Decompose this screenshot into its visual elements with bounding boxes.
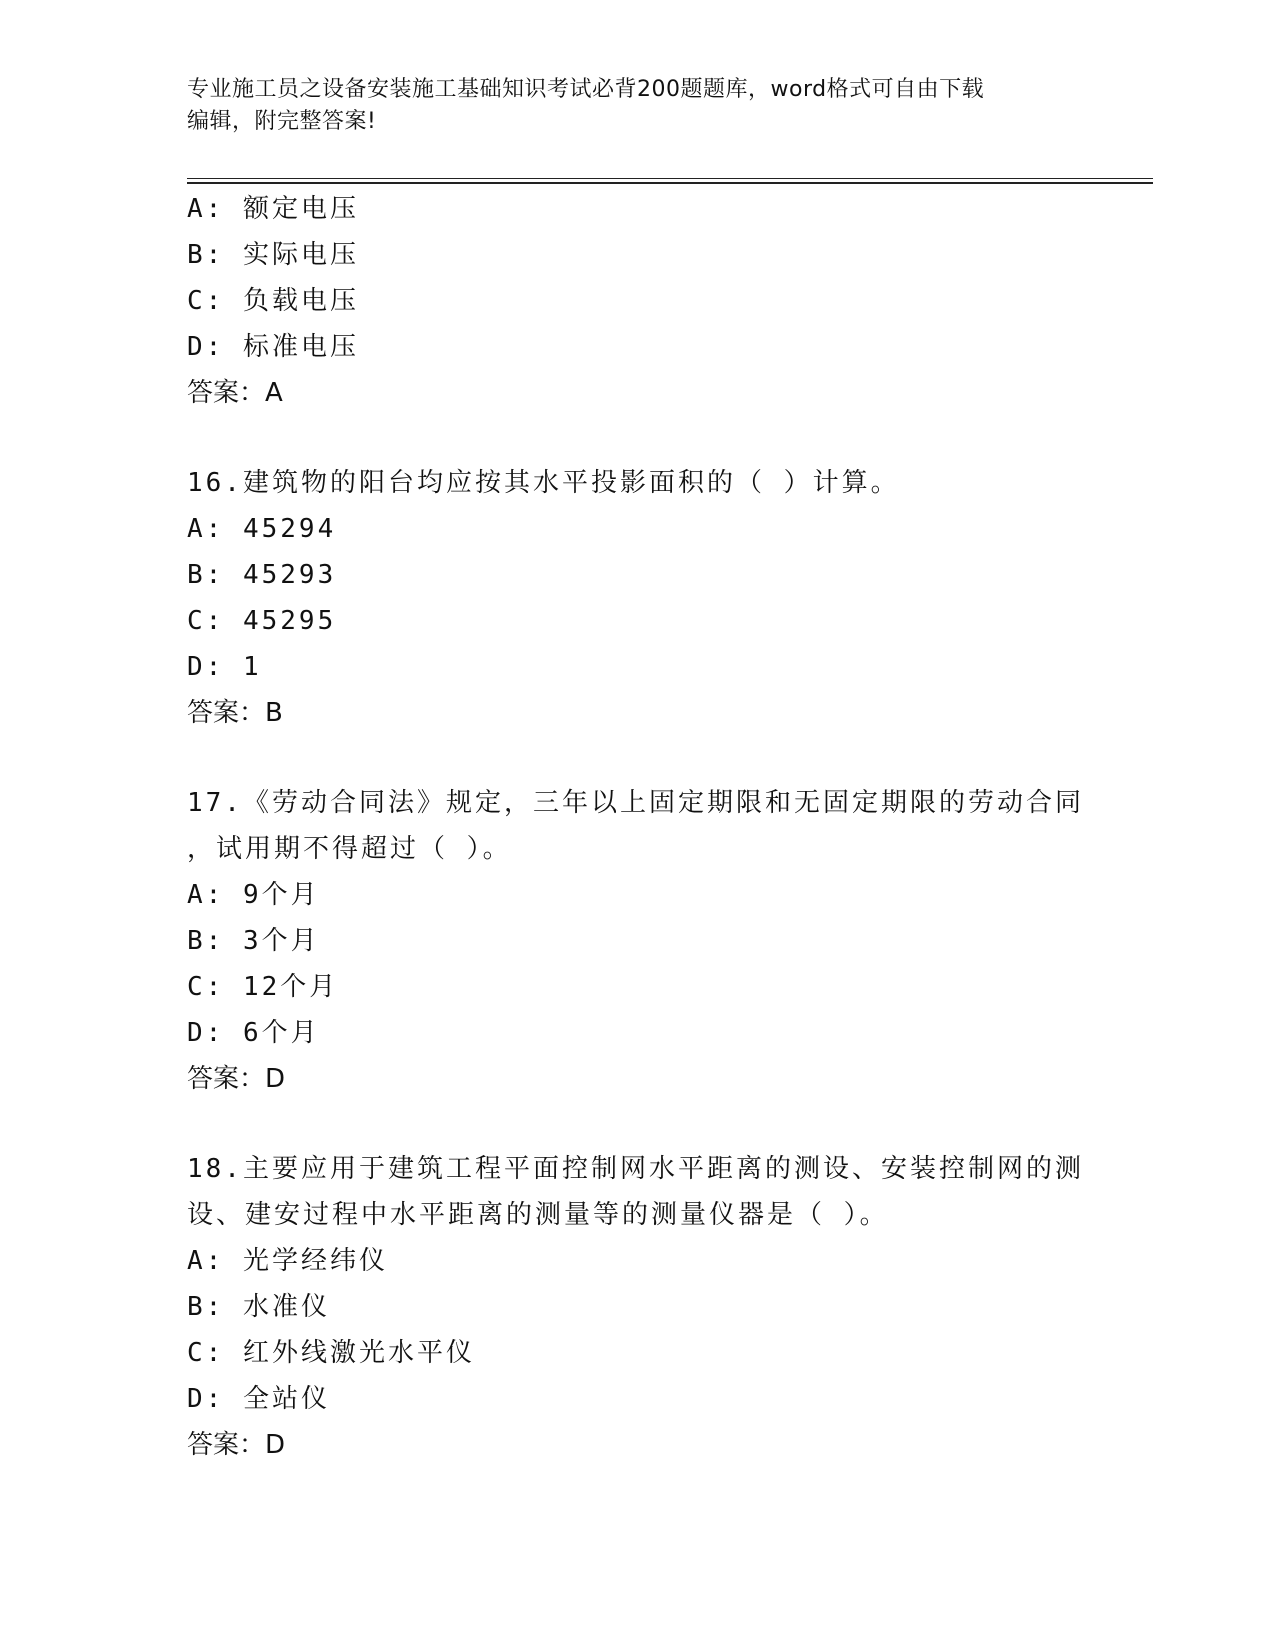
question-text-continued: ，试用期不得超过（ ）。 [187, 834, 512, 864]
block-gap [187, 736, 1087, 780]
option-a: A: 光学经纬仪 [187, 1246, 388, 1276]
question-block [187, 460, 1087, 736]
question-list [187, 186, 1087, 1468]
block-gap [187, 416, 1087, 460]
question-block [187, 1146, 1087, 1468]
option-a: A: 9个月 [187, 880, 320, 910]
page-title-line-2: 编辑，附完整答案! [187, 109, 377, 134]
question-block [187, 186, 1087, 416]
question-text-continued: 设、建安过程中水平距离的测量等的测量仪器是（ ）。 [187, 1200, 889, 1230]
header-divider [187, 178, 1153, 184]
option-d: D: 标准电压 [187, 332, 359, 362]
answer-line: 答案：D [187, 1064, 286, 1094]
block-gap [187, 1102, 1087, 1146]
option-c: C: 负载电压 [187, 286, 359, 316]
option-a: A: 额定电压 [187, 194, 359, 224]
option-c: C: 12个月 [187, 972, 339, 1002]
page-header [187, 74, 1067, 138]
option-a: A: 45294 [187, 514, 337, 544]
question-text: 16.建筑物的阳台均应按其水平投影面积的（ ）计算。 [187, 468, 900, 498]
option-c: C: 45295 [187, 606, 337, 636]
option-d: D: 全站仪 [187, 1384, 330, 1414]
option-c: C: 红外线激光水平仪 [187, 1338, 475, 1368]
option-d: D: 1 [187, 652, 262, 682]
option-b: B: 水准仪 [187, 1292, 330, 1322]
question-text: 17.《劳动合同法》规定，三年以上固定期限和无固定期限的劳动合同 [187, 788, 1084, 818]
answer-line: 答案：A [187, 378, 283, 408]
question-block [187, 780, 1087, 1102]
option-b: B: 3个月 [187, 926, 320, 956]
option-b: B: 45293 [187, 560, 337, 590]
option-d: D: 6个月 [187, 1018, 320, 1048]
answer-line: 答案：B [187, 698, 283, 728]
answer-line: 答案：D [187, 1430, 286, 1460]
question-text: 18.主要应用于建筑工程平面控制网水平距离的测设、安装控制网的测 [187, 1154, 1084, 1184]
option-b: B: 实际电压 [187, 240, 359, 270]
page-title-line-1: 专业施工员之设备安装施工基础知识考试必背200题题库，word格式可自由下载 [187, 77, 985, 102]
